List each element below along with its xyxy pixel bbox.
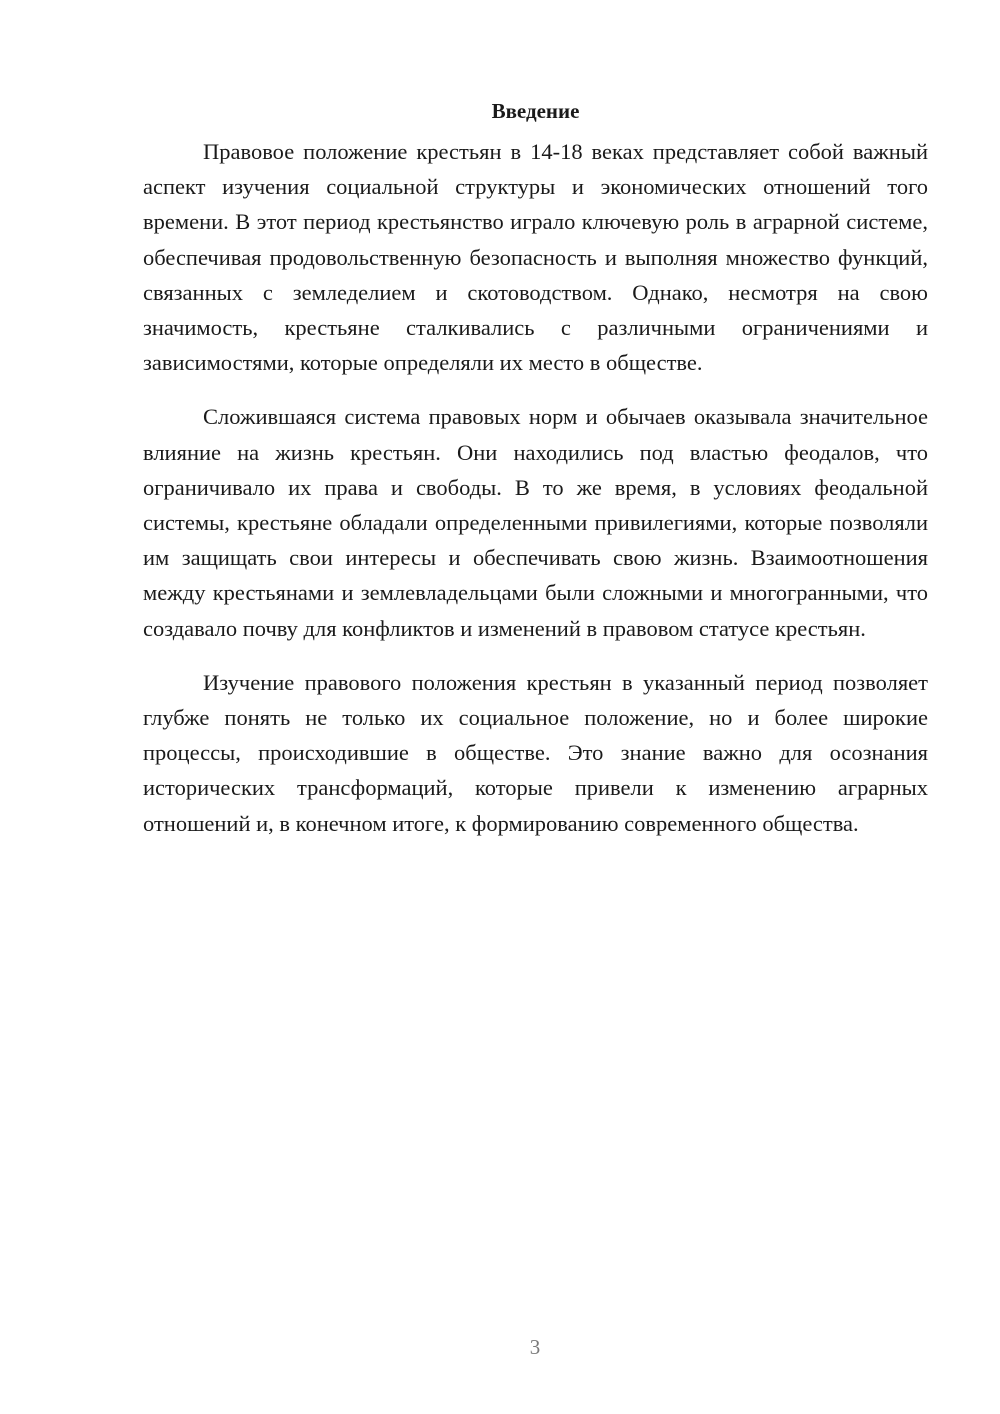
paragraph-2: Сложившаяся система правовых норм и обычаев оказывала значительное влияние на жизнь крестьян. Они находились под властью феодалов, что ограничивало их права и свободы. В то же время, в условиях феодальной системы, крестьяне обладали определенными привилегиями, которые позволяли им защищать свои интересы и обеспечивать свою жизнь. Взаимоотношения между крестьянами и землевладельцами были сложными и многогранными, что создавало почву для конфликтов и изменений в правовом статусе крестьян. bbox=[143, 404, 928, 641]
page-number: 3 bbox=[529, 1335, 541, 1359]
page-content bbox=[143, 94, 928, 860]
paragraph-1: Правовое положение крестьян в 14-18 веках представляет собой важный аспект изучения социальной структуры и экономических отношений того времени. В этот период крестьянство играло ключевую роль в аграрной системе, обеспечивая продовольственную безопасность и выполняя множество функций, связанных с земледелием и скотоводством. Однако, несмотря на свою значимость, крестьяне сталкивались с различными ограничениями и зависимостями, которые определяли их место в обществе. bbox=[143, 139, 928, 376]
paragraph-3: Изучение правового положения крестьян в указанный период позволяет глубже понять не только их социальное положение, но и более широкие процессы, происходившие в обществе. Это знание важно для осознания исторических трансформаций, которые привели к изменению аграрных отношений и, в конечном итоге, к формированию современного общества. bbox=[143, 669, 928, 836]
section-heading: Введение bbox=[491, 99, 580, 123]
